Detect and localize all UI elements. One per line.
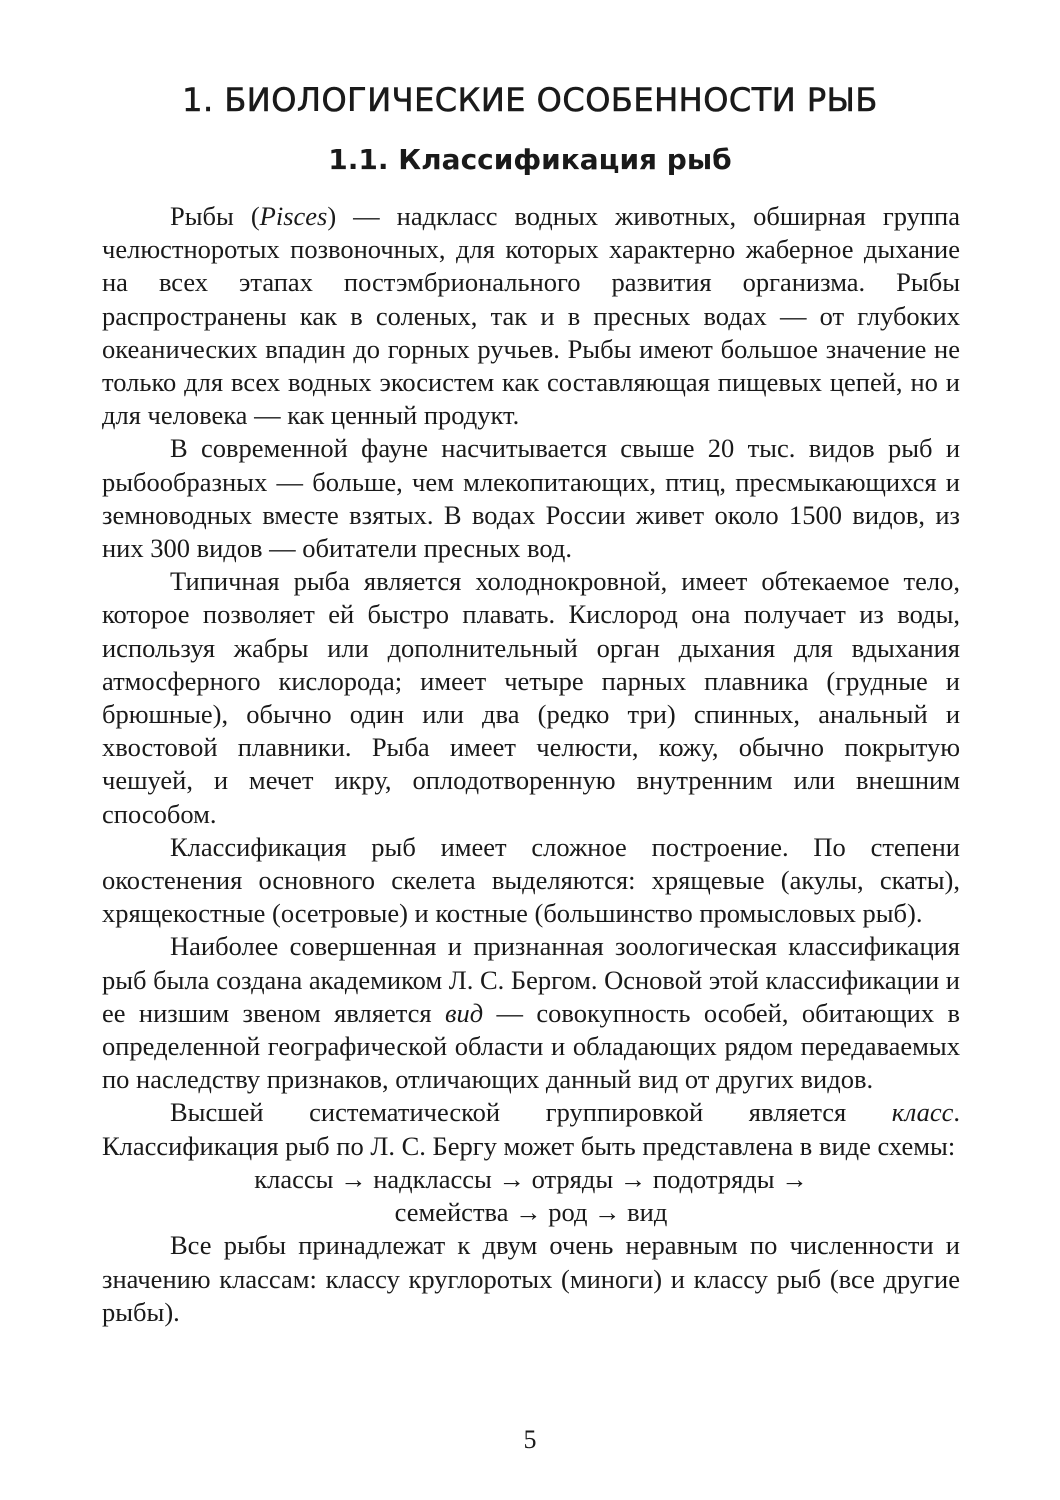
classification-scheme: [102, 1163, 960, 1229]
page-number: 5: [523, 1425, 537, 1454]
paragraph-5: [102, 930, 960, 1096]
paragraph-2: В современной фауне насчитывается свыше 20 тыс. видов рыб и рыбообразных — больше, чем млекопитающих, птиц, пресмыкающихся и земноводных вместе взятых. В водах России живет около 1500 видов, из них 300 видов — обитатели пресных вод.: [102, 433, 960, 564]
term-vid: вид: [444, 997, 484, 1028]
paragraph-6-part-c: . Классификация рыб по Л. С. Бергу может быть представлена в виде схемы:: [102, 1097, 960, 1161]
section-title: 1.1. Классификация рыб: [328, 143, 732, 176]
paragraph-7: Все рыбы принадлежат к двум очень неравным по численности и значению классам: классу круглоротых (миноги) и классу рыб (все другие рыбы).: [102, 1230, 960, 1327]
scheme-line-1: классы → надклассы → отряды → подотряды →: [254, 1163, 808, 1194]
paragraph-1-part-c: ) — надкласс водных животных, обширная группа челюстноротых позвоночных, для которых характерно жаберное дыхание на всех этапах постэмбрионального развития организма. Рыбы распространены как в соленых, так и в пресных водах — от глубоких океанических впадин до горных ручьев. Рыбы имеют большое значение не только для всех водных экосистем как составляющая пищевых цепей, но и для человека — как ценный продукт.: [102, 201, 961, 431]
chapter-title: 1. БИОЛОГИЧЕСКИЕ ОСОБЕННОСТИ РЫБ: [182, 81, 878, 119]
paragraph-6-part-a: Высшей систематической группировкой является: [170, 1097, 892, 1128]
term-klass: класс: [891, 1097, 954, 1128]
paragraph-4: Классификация рыб имеет сложное построение. По степени окостенения основного скелета выделяются: хрящевые (акулы, скаты), хрящекостные (осетровые) и костные (большинство промысловых рыб).: [102, 831, 960, 929]
scheme-line-2: семейства → род → вид: [394, 1197, 668, 1228]
paragraph-5-part-c: — совокупность особей, обитающих в определенной географической области и обладающих рядом передаваемых по наследству признаков, отличающих данный вид от других видов.: [102, 997, 960, 1095]
paragraph-3: Типичная рыба является холоднокровной, имеет обтекаемое тело, которое позволяет ей быстро плавать. Кислород она получает из воды, используя жабры или дополнительный орган дыхания для вдыхания атмосферного кислорода; имеет четыре парных плавника (грудные и брюшные), обычно один или два (редко три) спинных, анальный и хвостовой плавники. Рыба имеет челюсти, кожу, обычно покрытую чешуей, и мечет икру, оплодотворенную внутренним или внешним способом.: [102, 566, 960, 829]
paragraph-6: [102, 1096, 960, 1162]
paragraph-1-part-a: Рыбы (: [170, 201, 260, 231]
latin-term: Pisces: [259, 201, 328, 231]
paragraph-1: [102, 200, 960, 432]
paragraph-5-part-a: Наиболее совершенная и признанная зоологическая классификация рыб была создана академиком Л. С. Бергом. Основой этой классификации и ее низшим звеном является: [102, 931, 960, 1028]
body-text: [102, 200, 960, 1329]
